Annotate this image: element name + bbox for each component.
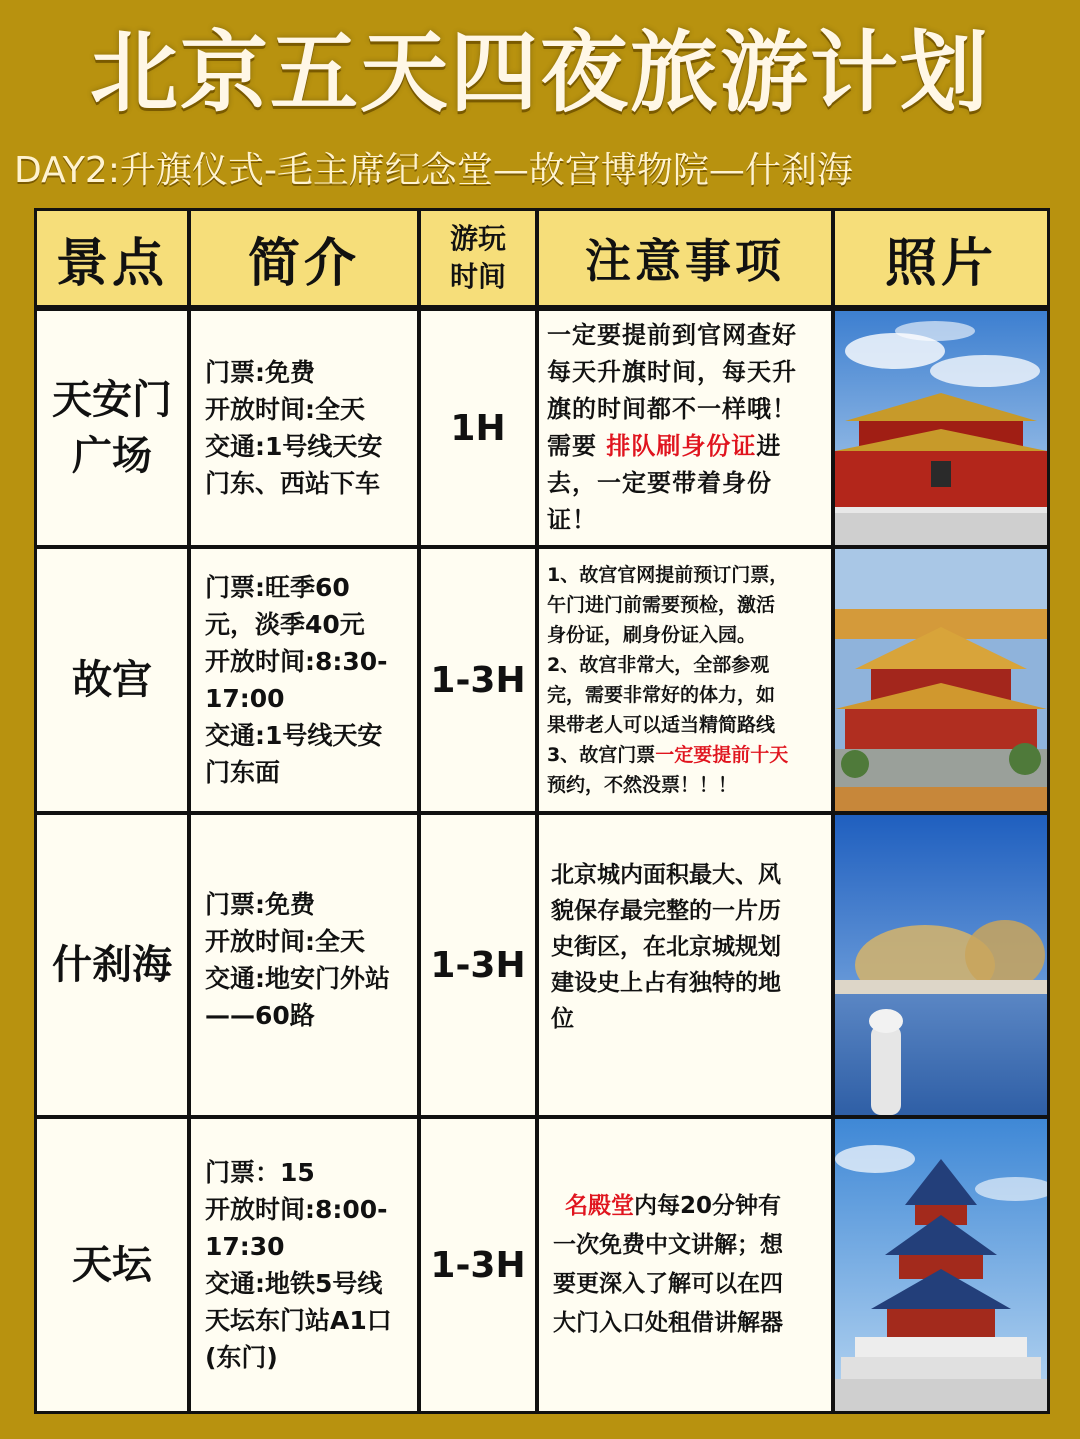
header-duration-line1: 游玩 [449, 222, 506, 255]
row2-note-line: 午门进门前需要预检，激活 [547, 594, 776, 616]
row1-intro-line: 门东、西站下车 [205, 469, 381, 498]
row2-note-line: 2、故宫非常大，全部参观 [547, 654, 770, 676]
row3-note-line: 北京城内面积最大、风 [551, 862, 781, 888]
row3-note-line: 建设史上占有独特的地 [551, 970, 781, 996]
row1-note-post: 进 [756, 432, 782, 460]
row2-note-line: 预约，不然没票！！！ [547, 774, 738, 796]
page-subtitle: DAY2:升旗仪式-毛主席纪念堂—故宫博物院—什刹海 [14, 150, 853, 191]
row4-intro-line: 天坛东门站A1口 [205, 1306, 392, 1335]
row2-duration: 1-3H [421, 549, 535, 811]
row4-intro-line: 门票：15 [205, 1158, 315, 1187]
row2-intro-line: 门票:旺季60 [205, 573, 350, 602]
row4-intro-line: 开放时间:8:00- [205, 1195, 388, 1224]
row4-intro-line: 交通:地铁5号线 [205, 1269, 383, 1298]
row3-intro-line: 交通:地安门外站 [205, 964, 390, 993]
row3-note-line: 位 [551, 1006, 574, 1032]
row1-note-line: 证！ [547, 506, 597, 534]
row2-intro-line: 开放时间:8:30- [205, 647, 388, 676]
row2-intro-line: 门东面 [205, 758, 281, 787]
row3-notes [539, 815, 831, 1115]
row3-duration: 1-3H [421, 815, 535, 1115]
row3-intro-line: 开放时间:全天 [205, 927, 365, 956]
row4-intro [191, 1119, 417, 1411]
row3-intro [191, 815, 417, 1115]
row1-note-line: 一定要提前到官网查好 [547, 321, 797, 349]
row2-intro-line: 17:00 [205, 684, 285, 713]
row4-note-line: 大门入口处租借讲解器 [553, 1310, 783, 1336]
itinerary-table [34, 208, 1050, 1414]
row2-name: 故宫 [37, 549, 187, 811]
row1-note-line: 每天升旗时间，每天升 [547, 358, 797, 386]
row2-intro-line: 元，淡季40元 [205, 610, 365, 639]
row1-name-line1: 天安门 [52, 377, 172, 423]
row1-name [37, 311, 187, 545]
row1-note-line [547, 428, 797, 465]
row3-intro-line: 门票:免费 [205, 890, 315, 919]
row3-intro-line: ——60路 [205, 1001, 315, 1030]
row4-intro-line: (东门) [205, 1343, 278, 1372]
row1-duration: 1H [421, 311, 535, 545]
row3-note-line: 貌保存最完整的一片历 [551, 898, 781, 924]
row4-name: 天坛 [37, 1119, 187, 1411]
row2-intro [191, 549, 417, 811]
row4-note-line: 要更深入了解可以在四 [553, 1271, 783, 1297]
row2-note-line: 1、故宫官网提前预订门票， [547, 564, 789, 586]
row1-intro-line: 开放时间:全天 [205, 395, 365, 424]
row4-intro-line: 17:30 [205, 1232, 285, 1261]
row2-notes [539, 549, 831, 811]
shichahai-photo [835, 815, 1047, 1115]
header-duration [421, 211, 535, 305]
row1-note-pre: 需要 [547, 432, 597, 460]
header-duration-line2: 时间 [449, 260, 506, 293]
temple-of-heaven-photo [835, 1119, 1047, 1411]
header-intro: 简介 [191, 211, 417, 305]
row2-intro-line: 交通:1号线天安 [205, 721, 383, 750]
row4-note-highlight: 名殿堂 [565, 1193, 634, 1219]
row2-note-line: 身份证，刷身份证入园。 [547, 624, 757, 646]
row4-notes [539, 1119, 831, 1411]
row3-name: 什刹海 [37, 815, 187, 1115]
row4-note-line: 一次免费中文讲解；想 [553, 1232, 783, 1258]
row1-intro-line: 门票:免费 [205, 358, 315, 387]
row4-note-post: 内每20分钟有 [634, 1193, 782, 1219]
row2-note-pre: 3、故宫门票 [547, 744, 656, 766]
row4-duration: 1-3H [421, 1119, 535, 1411]
row1-notes [539, 311, 831, 545]
row2-note-line: 完，需要非常好的体力，如 [547, 684, 776, 706]
row2-note-highlight: 一定要提前十天 [655, 744, 789, 766]
row2-note-line [547, 740, 788, 770]
row2-note-line: 果带老人可以适当精简路线 [547, 714, 776, 736]
header-notes: 注意事项 [539, 211, 831, 305]
row3-note-line: 史街区，在北京城规划 [551, 934, 781, 960]
header-spot: 景点 [37, 211, 187, 305]
page-title: 北京五天四夜旅游计划 [89, 21, 990, 124]
row1-intro [191, 311, 417, 545]
tiananmen-photo [835, 311, 1047, 545]
row4-note-line [553, 1187, 783, 1226]
row1-name-line2: 广场 [72, 433, 152, 479]
forbidden-city-photo [835, 549, 1047, 811]
row1-intro-line: 交通:1号线天安 [205, 432, 383, 461]
header-photo: 照片 [835, 211, 1047, 305]
row1-note-highlight: 排队刷身份证 [606, 432, 757, 460]
row1-note-line: 旗的时间都不一样哦！ [547, 395, 797, 423]
row1-note-line: 去，一定要带着身份 [547, 469, 772, 497]
